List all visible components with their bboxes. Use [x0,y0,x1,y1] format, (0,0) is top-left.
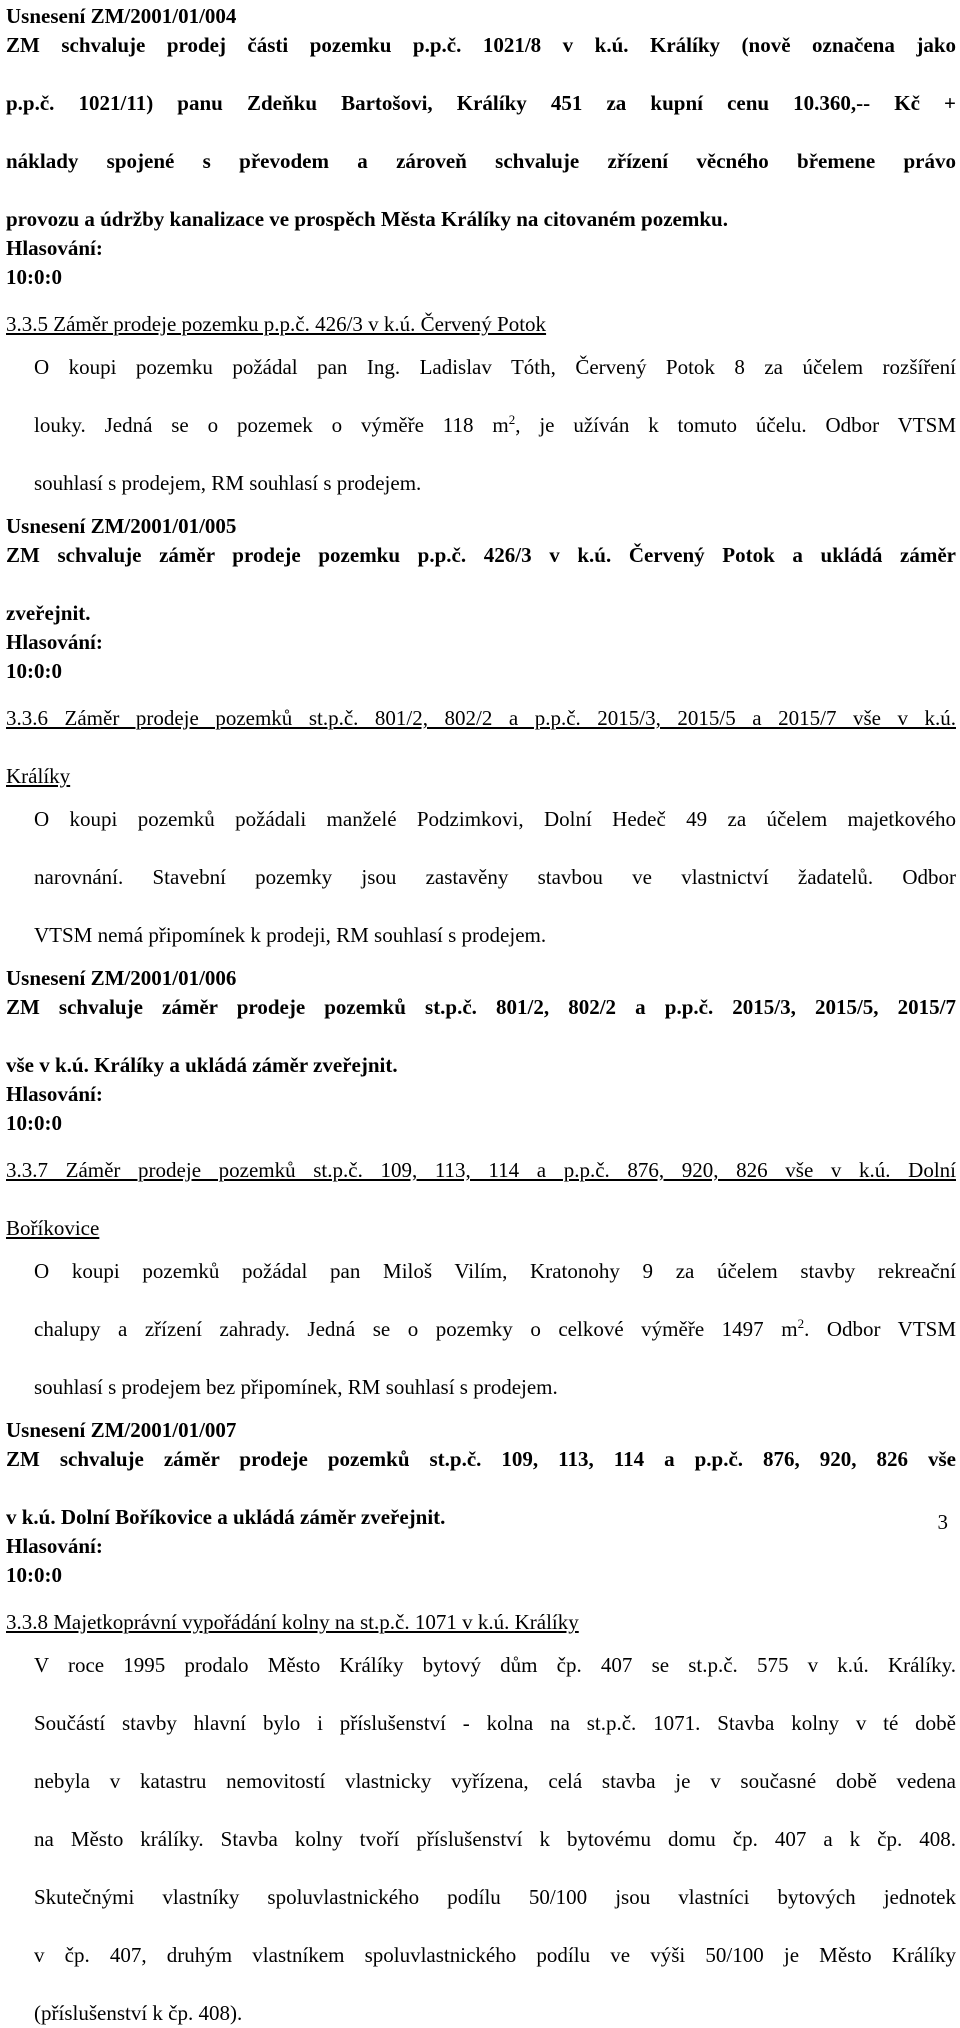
paragraph-line: souhlasí s prodejem, RM souhlasí s prodejem. [34,471,422,495]
resolution-006 [6,964,956,1138]
paragraph-line: nebyla v katastru nemovitostí vlastnicky vyřízena, celá stavba je v současné době vedena [34,1769,956,1793]
resolution-title: Usnesení ZM/2001/01/007 [6,1418,237,1442]
vote-label: Hlasování: [6,1534,103,1558]
paragraph-line: na Město králíky. Stavba kolny tvoří příslušenství k bytovému domu čp. 407 a k čp. 408. [34,1827,956,1851]
vote-result: 10:0:0 [6,265,62,289]
resolution-text-line: p.p.č. 1021/11) panu Zdeňku Bartošovi, Králíky 451 za kupní cenu 10.360,-- Kč + [6,91,956,115]
paragraph-line: v čp. 407, druhým vlastníkem spoluvlastnického podílu ve výši 50/100 je Město Králíky [34,1943,956,1967]
resolution-text-line: ZM schvaluje prodej části pozemku p.p.č. 1021/8 v k.ú. Králíky (nově označena jako [6,33,956,57]
resolution-text-line: ZM schvaluje záměr prodeje pozemků st.p.č. 109, 113, 114 a p.p.č. 876, 920, 826 vše [6,1447,956,1471]
resolution-005 [6,512,956,686]
vote-result: 10:0:0 [6,1111,62,1135]
section-3-3-5 [6,310,956,498]
paragraph-line: (příslušenství k čp. 408). [34,2001,243,2025]
paragraph-line: louky. Jedná se o pozemek o výměře 118 $m^2$, je užíván k tomuto účelu. Odbor VTSM [34,412,956,437]
resolution-title: Usnesení ZM/2001/01/005 [6,514,237,538]
section-heading: 3.3.8 Majetkoprávní vypořádání kolny na st.p.č. 1071 v k.ú. Králíky [6,1610,579,1634]
vote-label: Hlasování: [6,236,103,260]
paragraph-line: VTSM nemá připomínek k prodeji, RM souhlasí s prodejem. [34,923,547,947]
resolution-text-line: zveřejnit. [6,601,91,625]
paragraph-line: Součástí stavby hlavní bylo i příslušenství - kolna na st.p.č. 1071. Stavba kolny v té době [34,1711,956,1735]
resolution-text-line: vše v k.ú. Králíky a ukládá záměr zveřejnit. [6,1053,398,1077]
paragraph-line: V roce 1995 prodalo Město Králíky bytový dům čp. 407 se st.p.č. 575 v k.ú. Králíky. [34,1653,956,1677]
vote-label: Hlasování: [6,630,103,654]
section-3-3-7 [6,1156,956,1402]
section-heading: 3.3.5 Záměr prodeje pozemku p.p.č. 426/3 v k.ú. Červený Potok [6,312,547,336]
section-heading: 3.3.6 Záměr prodeje pozemků st.p.č. 801/2, 802/2 a p.p.č. 2015/3, 2015/5 a 2015/7 vše v k.ú. [6,706,956,730]
paragraph-line: O koupi pozemku požádal pan Ing. Ladislav Tóth, Červený Potok 8 za účelem rozšíření [34,355,956,379]
page-number: 3 [937,1510,948,1534]
resolution-text-line: provozu a údržby kanalizace ve prospěch Města Králíky na citovaném pozemku. [6,207,728,231]
section-heading: 3.3.7 Záměr prodeje pozemků st.p.č. 109, 113, 114 a p.p.č. 876, 920, 826 vše v k.ú. Dolní [6,1158,956,1182]
resolution-004 [6,2,956,292]
paragraph-line: narovnání. Stavební pozemky jsou zastavěny stavbou ve vlastnictví žadatelů. Odbor [34,865,956,889]
paragraph-line: O koupi pozemků požádal pan Miloš Vilím, Kratonohy 9 za účelem stavby rekreační [34,1259,956,1283]
resolution-title: Usnesení ZM/2001/01/004 [6,4,237,28]
paragraph-line: chalupy a zřízení zahrady. Jedná se o pozemky o celkové výměře 1497 $m^2$. Odbor VTSM [34,1316,957,1341]
vote-result: 10:0:0 [6,659,62,683]
section-heading: Králíky [6,764,71,788]
resolution-text-line: náklady spojené s převodem a zároveň schvaluje zřízení věcného břemene právo [6,149,956,173]
resolution-title: Usnesení ZM/2001/01/006 [6,966,237,990]
section-3-3-6 [6,704,956,950]
section-3-3-8 [6,1608,956,2028]
resolution-text-line: ZM schvaluje záměr prodeje pozemků st.p.č. 801/2, 802/2 a p.p.č. 2015/3, 2015/5, 2015/7 [6,995,956,1019]
vote-label: Hlasování: [6,1082,103,1106]
resolution-007 [6,1416,956,1590]
paragraph-line: souhlasí s prodejem bez připomínek, RM souhlasí s prodejem. [34,1375,558,1399]
paragraph-line: Skutečnými vlastníky spoluvlastnického podílu 50/100 jsou vlastníci bytových jednotek [34,1885,956,1909]
paragraph-line: O koupi pozemků požádali manželé Podzimkovi, Dolní Hedeč 49 za účelem majetkového [34,807,956,831]
section-heading: Boříkovice [6,1216,100,1240]
resolution-text-line: ZM schvaluje záměr prodeje pozemku p.p.č. 426/3 v k.ú. Červený Potok a ukládá záměr [6,543,956,567]
resolution-text-line: v k.ú. Dolní Boříkovice a ukládá záměr zveřejnit. [6,1505,446,1529]
vote-result: 10:0:0 [6,1563,62,1587]
document-page [6,2,956,2028]
